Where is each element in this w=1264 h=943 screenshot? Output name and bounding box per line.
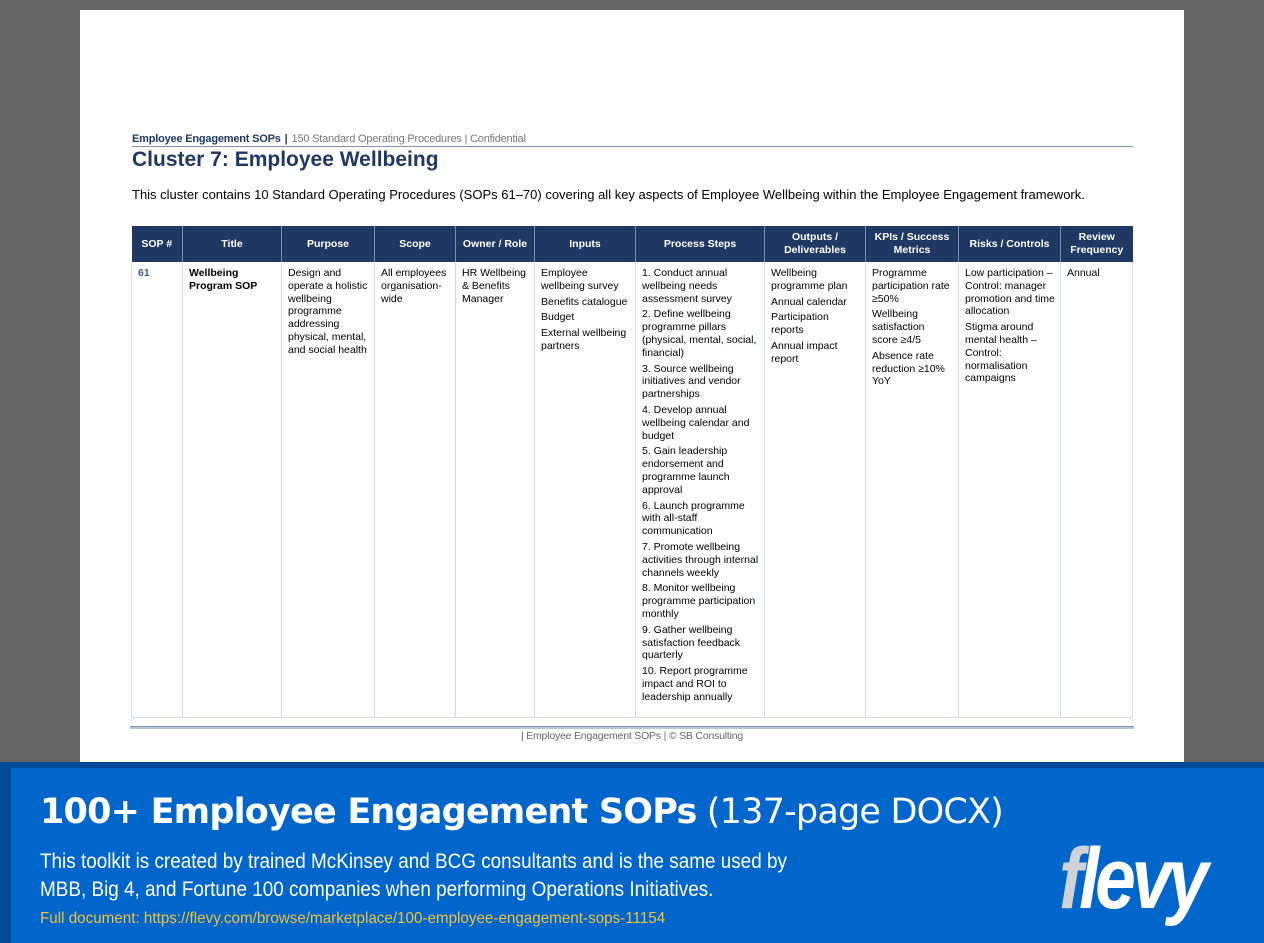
input-item: Budget — [541, 311, 575, 324]
output-item: Participation reports — [771, 311, 829, 337]
table-row — [132, 262, 1133, 718]
output-item: Wellbeing programme plan — [771, 267, 848, 292]
table-header-row — [132, 226, 1133, 262]
document-footer: | Employee Engagement SOPs | © SB Consulting — [520, 730, 744, 742]
kpi-item: Wellbeing satisfaction score ≥4/5 — [872, 308, 925, 346]
kpi-item: Programme participation rate ≥50% — [872, 267, 950, 305]
column-header-risks: Risks / Controls — [959, 226, 1061, 262]
output-item: Annual calendar — [771, 295, 847, 308]
input-item: External wellbeing partners — [541, 327, 627, 352]
banner-title — [40, 792, 1003, 832]
logo-letter-f: f — [1059, 831, 1080, 927]
cell-scope: All employees organisation-wide — [375, 262, 456, 718]
risk-item: Stigma around mental health – Control: normalisation campaigns — [965, 321, 1037, 385]
full-document-link[interactable]: Full document: https://flevy.com/browse/marketplace/100-employee-engagement-sops-11154 — [40, 910, 666, 927]
column-header-process-steps: Process Steps — [636, 226, 765, 262]
risk-item: Low participation – Control: manager promotion and time allocation — [965, 267, 1055, 318]
document-running-header — [132, 133, 1133, 147]
cell-owner: HR Wellbeing & Benefits Manager — [456, 262, 535, 718]
cluster-title: Cluster 7: Employee Wellbeing — [132, 148, 439, 171]
cell-review-frequency: Annual — [1061, 262, 1133, 718]
cell-inputs — [535, 262, 636, 718]
kpi-item: Absence rate reduction ≥10% YoY — [872, 349, 945, 388]
header-separator: | — [284, 133, 288, 145]
process-step: 5. Gain leadership endorsement and programme launch approval — [642, 445, 730, 496]
flevy-logo[interactable] — [1059, 831, 1205, 927]
sop-title: Wellbeing Program SOP — [189, 267, 258, 292]
column-header-sop-number: SOP # — [132, 226, 183, 262]
sop-number: 61 — [138, 267, 150, 279]
column-header-inputs: Inputs — [535, 226, 636, 262]
cell-risks — [959, 262, 1061, 718]
promo-banner — [0, 762, 1264, 943]
process-step: 2. Define wellbeing programme pillars (physical, mental, social, financial) — [642, 308, 757, 359]
sop-table — [131, 226, 1133, 718]
process-step: 6. Launch programme with all-staff communication — [642, 499, 745, 538]
column-header-title: Title — [183, 226, 282, 262]
input-item: Employee wellbeing survey — [541, 267, 619, 292]
cell-title — [183, 262, 282, 718]
cell-sop-number — [132, 262, 183, 718]
footer-divider — [130, 726, 1134, 729]
process-step: 7. Promote wellbeing activities through internal channels weekly — [642, 540, 759, 579]
process-step: 1. Conduct annual wellbeing needs assessment survey — [642, 267, 732, 305]
banner-description: This toolkit is created by trained McKinsey and BCG consultants and is the same used by MBB, Big 4, and Fortune 100 companies when performing Operations Initiatives. — [40, 850, 787, 901]
process-step: 9. Gather wellbeing satisfaction feedback quarterly — [642, 623, 741, 662]
banner-title-bold: 100+ Employee Engagement SOPs — [40, 792, 697, 832]
cell-kpis — [866, 262, 959, 718]
cluster-intro: This cluster contains 10 Standard Operating Procedures (SOPs 61–70) covering all key aspects of Employee Wellbeing within the Employee Engagement framework. — [132, 187, 1085, 202]
column-header-outputs: Outputs / Deliverables — [765, 226, 866, 262]
process-step: 4. Develop annual wellbeing calendar and budget — [642, 403, 750, 442]
promo-banner-panel — [11, 768, 1264, 943]
column-header-review-frequency: Review Frequency — [1061, 226, 1133, 262]
process-step: 3. Source wellbeing initiatives and vendor partnerships — [642, 362, 741, 401]
process-step: 8. Monitor wellbeing programme participation monthly — [642, 582, 756, 620]
input-item: Benefits catalogue — [541, 295, 628, 308]
process-step: 10. Report programme impact and ROI to leadership annually — [642, 665, 748, 703]
column-header-scope: Scope — [375, 226, 456, 262]
logo-letters-rest: levy — [1079, 831, 1205, 927]
cell-purpose: Design and operate a holistic wellbeing programme addressing physical, mental, and social health — [282, 262, 375, 718]
column-header-purpose: Purpose — [282, 226, 375, 262]
cell-outputs — [765, 262, 866, 718]
header-subtitle: 150 Standard Operating Procedures | Confidential — [291, 133, 526, 145]
document-page — [80, 10, 1184, 770]
header-brand: Employee Engagement SOPs — [132, 133, 281, 145]
banner-title-rest: (137-page DOCX) — [696, 792, 1004, 832]
output-item: Annual impact report — [771, 339, 838, 365]
column-header-owner: Owner / Role — [456, 226, 535, 262]
column-header-kpis: KPIs / Success Metrics — [866, 226, 959, 262]
cell-process-steps — [636, 262, 765, 718]
